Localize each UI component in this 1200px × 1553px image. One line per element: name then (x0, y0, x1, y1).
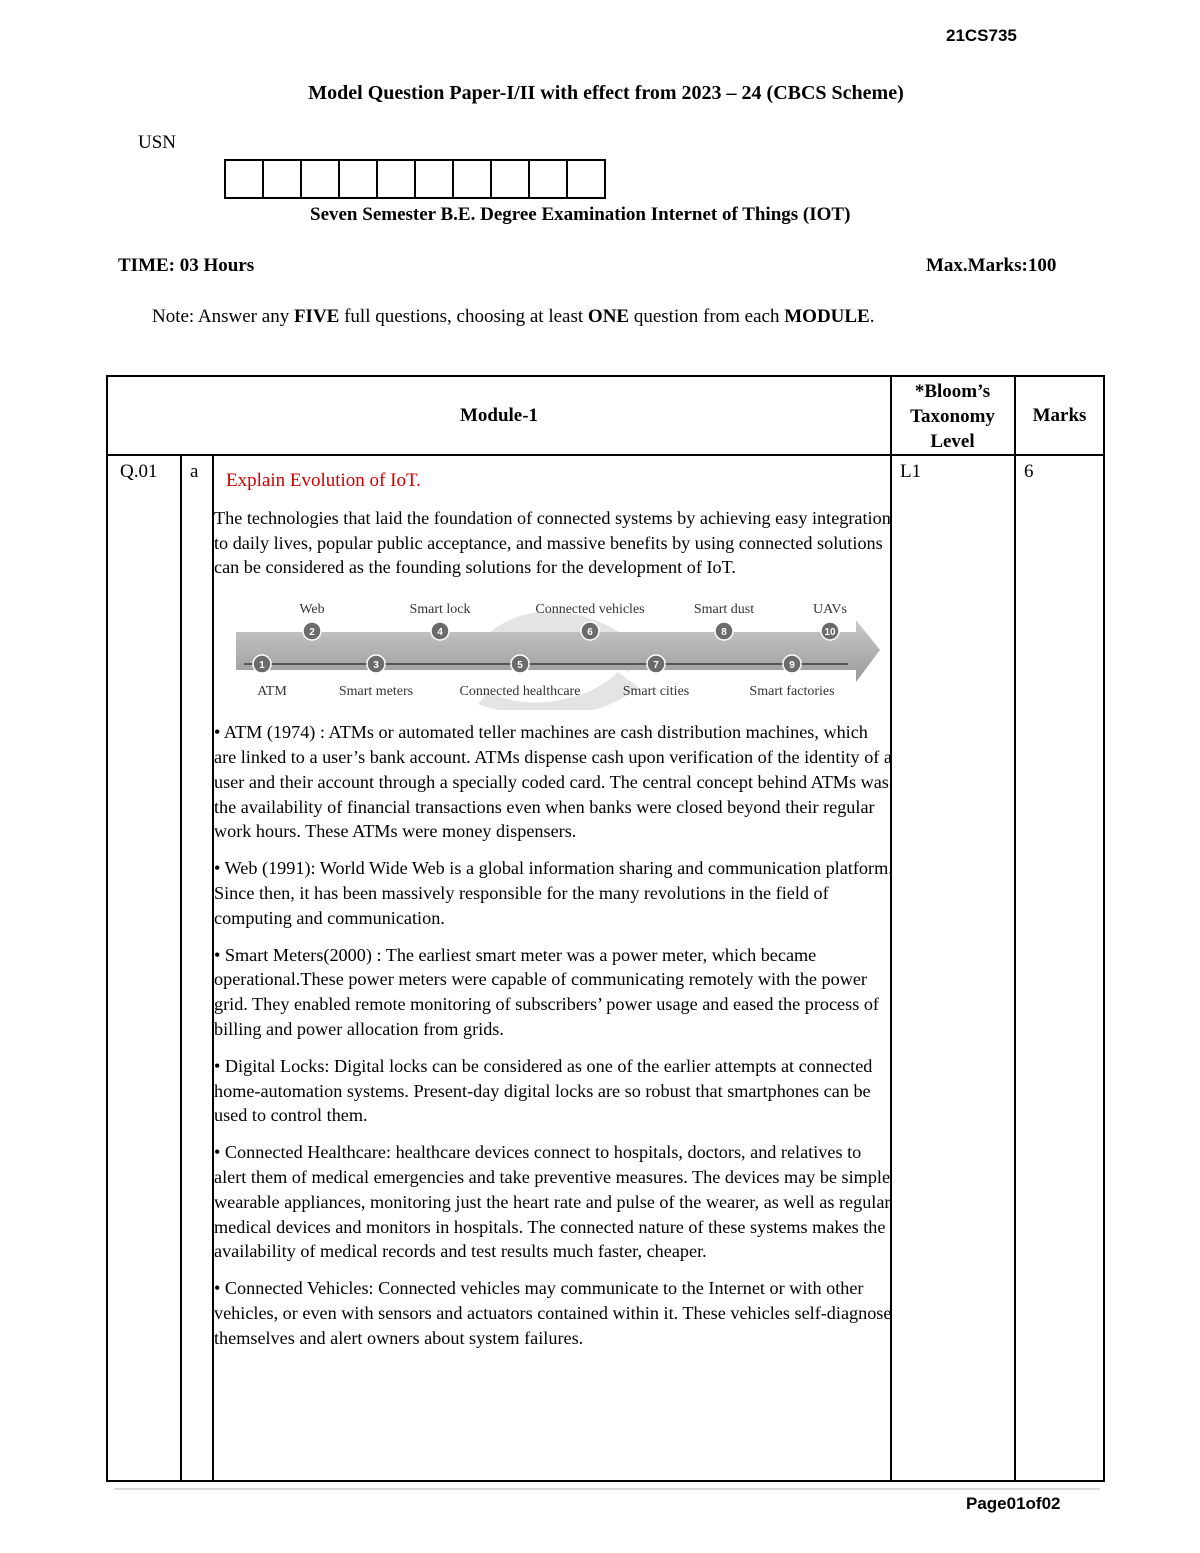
timeline-bottom-2-number: 5 (517, 660, 523, 672)
usn-box[interactable] (376, 159, 416, 199)
timeline-bottom-3-number: 7 (653, 660, 659, 672)
bullet-connected-vehicles: • Connected Vehicles: Connected vehicles may communicate to the Internet or with other vehicles, or even with sensors and actuators contained within it. These vehicles self-diagnose themselves and alert owners about system failures. (214, 1278, 892, 1348)
note-one: ONE (587, 306, 630, 327)
bloom-level: L1 (900, 461, 922, 482)
footer-rule (114, 1488, 1100, 1490)
timeline-bottom-0-label: ATM (257, 684, 287, 700)
bullet-connected-healthcare: • Connected Healthcare: healthcare devices connect to hospitals, doctors, and relatives to alert them of medical emergencies and take preventive measures. The devices may be simple wearable appliances, monitoring just the heart rate and pulse of the wearer, as well as regular medical devices and monitors in hospitals. The connected nature of these systems makes the availability of medical records and test results much faster, cheaper. (214, 1142, 891, 1262)
bullet-list (214, 720, 894, 1350)
question-table (106, 375, 1105, 1482)
usn-box[interactable] (262, 159, 302, 199)
page-number: Page01of02 (966, 1494, 1061, 1513)
note-module: MODULE (784, 306, 870, 327)
paper-title (0, 82, 1200, 105)
timeline-top-1-label: Smart lock (409, 602, 471, 618)
paper-title-text: Model Question Paper-I/II with effect from 2023 – 24 (CBCS Scheme) (308, 82, 904, 104)
timeline-top-0-number: 2 (309, 627, 315, 639)
bullet-web: • Web (1991): World Wide Web is a global information sharing and communication platform. Since then, it has been massively responsible for the many revolutions in the field of computing and communication. (214, 858, 893, 928)
timeline-bottom-1-label: Smart meters (338, 684, 414, 700)
timeline-bottom-1-number: 3 (373, 660, 379, 672)
exam-title: Seven Semester B.E. Degree Examination Internet of Things (IOT) (310, 204, 851, 225)
timeline-top-2-number: 6 (587, 627, 593, 639)
instructions-note (152, 306, 874, 328)
question-marks: 6 (1024, 461, 1034, 482)
bloom-heading: *Bloom’s Taxonomy Level (910, 381, 995, 452)
col-divider (1014, 377, 1016, 1480)
intro-paragraph: The technologies that laid the foundation of connected systems by achieving easy integration to daily lives, popular public acceptance, and massive benefits by using connected solutions can be considered as the founding solutions for the development of IoT. (214, 507, 891, 578)
marks-heading: Marks (1032, 405, 1087, 426)
bullet-atm: • ATM (1974) : ATMs or automated teller machines are cash distribution machines, which are linked to a user’s bank account. ATMs dispense cash upon verification of the identity of a user and their account through a specially coded card. The central concept behind ATMs was the availability of financial transactions even when banks were closed beyond their regular work hours. These ATMs were money dispensers. (214, 722, 892, 842)
question-number: Q.01 (120, 461, 158, 482)
exam-time: TIME: 03 Hours (118, 255, 255, 276)
subject-code: 21CS735 (946, 26, 1017, 45)
answer-content (214, 469, 894, 1363)
note-five: FIVE (293, 306, 340, 327)
question-text: Explain Evolution of IoT. (226, 470, 421, 491)
timeline-bottom-4-number: 9 (789, 660, 795, 672)
timeline-bottom-2-label: Connected healthcare (459, 684, 581, 700)
usn-box[interactable] (452, 159, 492, 199)
timeline-top-3-label: Smart dust (693, 602, 755, 618)
timeline-top-0-label: Web (299, 602, 325, 618)
question-part: a (190, 461, 199, 482)
usn-box[interactable] (414, 159, 454, 199)
usn-box[interactable] (490, 159, 530, 199)
module-heading: Module-1 (459, 405, 539, 426)
usn-box[interactable] (338, 159, 378, 199)
bullet-smart-meters: • Smart Meters(2000) : The earliest smart meter was a power meter, which became operational.These power meters were capable of communicating remotely with the power grid. They enabled remote monitoring of subscribers’ power usage and eased the process of billing and power allocation from grids. (214, 944, 879, 1039)
header-row-divider (108, 454, 1103, 456)
timeline-top-4-number: 10 (824, 627, 836, 639)
max-marks: Max.Marks:100 (926, 255, 1057, 276)
usn-box[interactable] (528, 159, 568, 199)
timeline-bottom-4-label: Smart factories (749, 684, 835, 700)
note-mid2: question from each (629, 306, 785, 327)
bullet-digital-locks: • Digital Locks: Digital locks can be considered as one of the earlier attempts at connected home-automation systems. Present-day digital locks are so robust that smartphones can be used to control them. (214, 1055, 873, 1126)
usn-box[interactable] (300, 159, 340, 199)
usn-boxes (224, 159, 606, 199)
timeline-top-2-label: Connected vehicles (535, 602, 645, 618)
iot-evolution-timeline (228, 592, 888, 710)
note-prefix: Note: Answer any (152, 306, 294, 327)
usn-box[interactable] (566, 159, 606, 199)
col-divider (180, 455, 182, 1480)
note-end: . (869, 306, 875, 327)
timeline-top-4-label: UAVs (813, 602, 847, 618)
timeline-top-1-number: 4 (437, 627, 443, 639)
note-mid: full questions, choosing at least (339, 306, 588, 327)
usn-label: USN (138, 132, 177, 153)
timeline-bottom-3-label: Smart cities (622, 684, 690, 700)
timeline-top-3-number: 8 (721, 627, 727, 639)
usn-box[interactable] (224, 159, 264, 199)
timeline-bottom-0-number: 1 (259, 660, 265, 672)
